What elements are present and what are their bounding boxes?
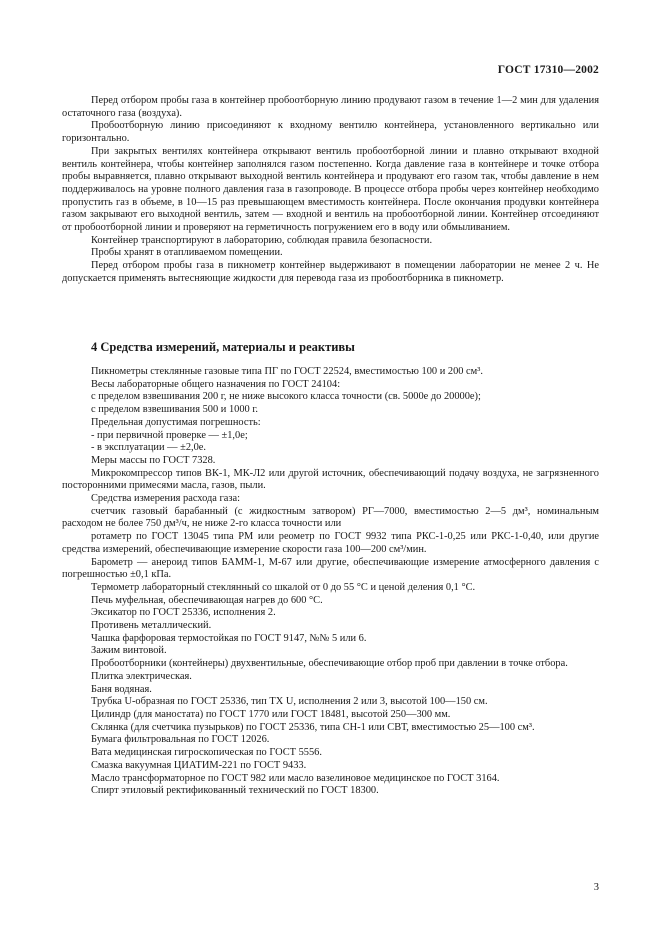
document-code-header: ГОСТ 17310—2002 [497, 64, 599, 76]
paragraph: Микрокомпрессор типов ВК-1, МК-Л2 или другой источник, обеспечивающий подачу воздуха, не загрязненного посторонними примесями масла, газов, пыли. [62, 467, 599, 492]
paragraph: с пределом взвешивания 200 г, не ниже высокого класса точности (св. 5000е до 20000е); [91, 391, 481, 403]
paragraph: Трубка U-образная по ГОСТ 25336, тип ТХ U, исполнения 2 или 3, высотой 100—150 см. [91, 696, 488, 708]
paragraph: Баня водяная. [91, 683, 152, 695]
paragraph: Склянка (для счетчика пузырьков) по ГОСТ 25336, типа СН-1 или СВТ, вместимостью 25—100 см³. [91, 721, 535, 733]
paragraph: При закрытых вентилях контейнера открывают вентиль пробоотборной линии и плавно открывают входной вентиль контейнера, чтобы контейнер заполнялся газом постепенно. Когда давление газа в контейнере и точке отбора пробы выравняется, плавно открывают выходной вентиль контейнера и продувают его газом так, чтобы давление в нем поддерживалось на уровне полного давления газа в газопроводе. В процессе отбора пробы через контейнер необходимо пропустить газ в объеме, в 10—15 раз превышающем вместимость контейнера. После окончания продувки контейнера газом закрывают его выходной вентиль, затем — входной и вентиль на пробоотборной линии. Контейнер отсоединяют от пробоотборной линии и проверяют на герметичность погружением его в воду или обмыливанием. [62, 145, 599, 234]
paragraph: Перед отбором пробы газа в контейнер пробоотборную линию продувают газом в течение 1—2 мин для удаления остаточного газа (воздуха). [62, 95, 599, 119]
paragraph: Предельная допустимая погрешность: [91, 416, 261, 428]
intro-text-block [62, 95, 599, 286]
section-4-body [62, 366, 599, 798]
paragraph: Противень металлический. [91, 620, 212, 632]
paragraph: Спирт этиловый ректификованный технический по ГОСТ 18300. [91, 785, 379, 797]
paragraph: Чашка фарфоровая термостойкая по ГОСТ 9147, №№ 5 или 6. [91, 632, 367, 644]
paragraph: Весы лабораторные общего назначения по ГОСТ 24104: [91, 378, 341, 390]
paragraph: Цилиндр (для маностата) по ГОСТ 1770 или ГОСТ 18481, высотой 250—300 мм. [91, 708, 451, 720]
paragraph: Масло трансформаторное по ГОСТ 982 или масло вазелиновое медицинское по ГОСТ 3164. [91, 772, 500, 784]
paragraph: Пробоотборную линию присоединяют к входному вентилю контейнера, установленного вертикально или горизонтально. [62, 120, 599, 145]
paragraph: Термометр лабораторный стеклянный со шкалой от 0 до 55 °С и ценой деления 0,1 °С. [91, 581, 476, 593]
paragraph: Бумага фильтровальная по ГОСТ 12026. [91, 734, 270, 746]
paragraph: Пикнометры стеклянные газовые типа ПГ по ГОСТ 22524, вместимостью 100 и 200 см³. [91, 366, 483, 377]
list-item: - в эксплуатации — ±2,0е. [91, 442, 207, 454]
paragraph: Меры массы по ГОСТ 7328. [91, 454, 216, 466]
paragraph: Зажим винтовой. [91, 645, 167, 657]
paragraph: Пробоотборники (контейнеры) двухвентильные, обеспечивающие отбор проб при давлении в точке отбора. [91, 658, 568, 670]
list-item: - при первичной проверке — ±1,0е; [91, 429, 248, 441]
paragraph: ротаметр по ГОСТ 13045 типа РМ или реометр по ГОСТ 9932 типа РКС-1-0,25 или РКС-1-0,40, или другие средства измерений, обеспечивающие измерение скорости газа 100—200 см³/мин. [62, 531, 599, 555]
paragraph: Пробы хранят в отапливаемом помещении. [91, 247, 283, 259]
page-number: 3 [593, 882, 599, 893]
paragraph: Барометр — анероид типов БАММ-1, М-67 или другие, обеспечивающие измерение атмосферного давления с погрешностью ±0,1 кПа. [62, 556, 599, 581]
paragraph: Смазка вакуумная ЦИАТИМ-221 по ГОСТ 9433. [91, 759, 307, 771]
paragraph: Средства измерения расхода газа: [91, 493, 240, 505]
section-heading: 4 Средства измерений, материалы и реактивы [91, 340, 355, 354]
paragraph: с пределом взвешивания 500 и 1000 г. [91, 404, 259, 416]
paragraph: Плитка электрическая. [91, 670, 192, 682]
paragraph: Печь муфельная, обеспечивающая нагрев до 600 °С. [91, 594, 323, 606]
paragraph: Эксикатор по ГОСТ 25336, исполнения 2. [91, 607, 276, 619]
paragraph: счетчик газовый барабанный (с жидкостным затвором) РГ—7000, вместимостью 2—5 дм³, номинальным расходом не более 750 дм³/ч, не ниже 2-го класса точности или [62, 505, 599, 530]
paragraph: Перед отбором пробы газа в пикнометр контейнер выдерживают в помещении лаборатории не менее 2 ч. Не допускается применять вытесняющие жидкости для перевода газа из пробоотборника в пикнометр. [62, 260, 599, 284]
paragraph: Контейнер транспортируют в лабораторию, соблюдая правила безопасности. [91, 234, 433, 246]
paragraph: Вата медицинская гигроскопическая по ГОСТ 5556. [91, 747, 322, 759]
